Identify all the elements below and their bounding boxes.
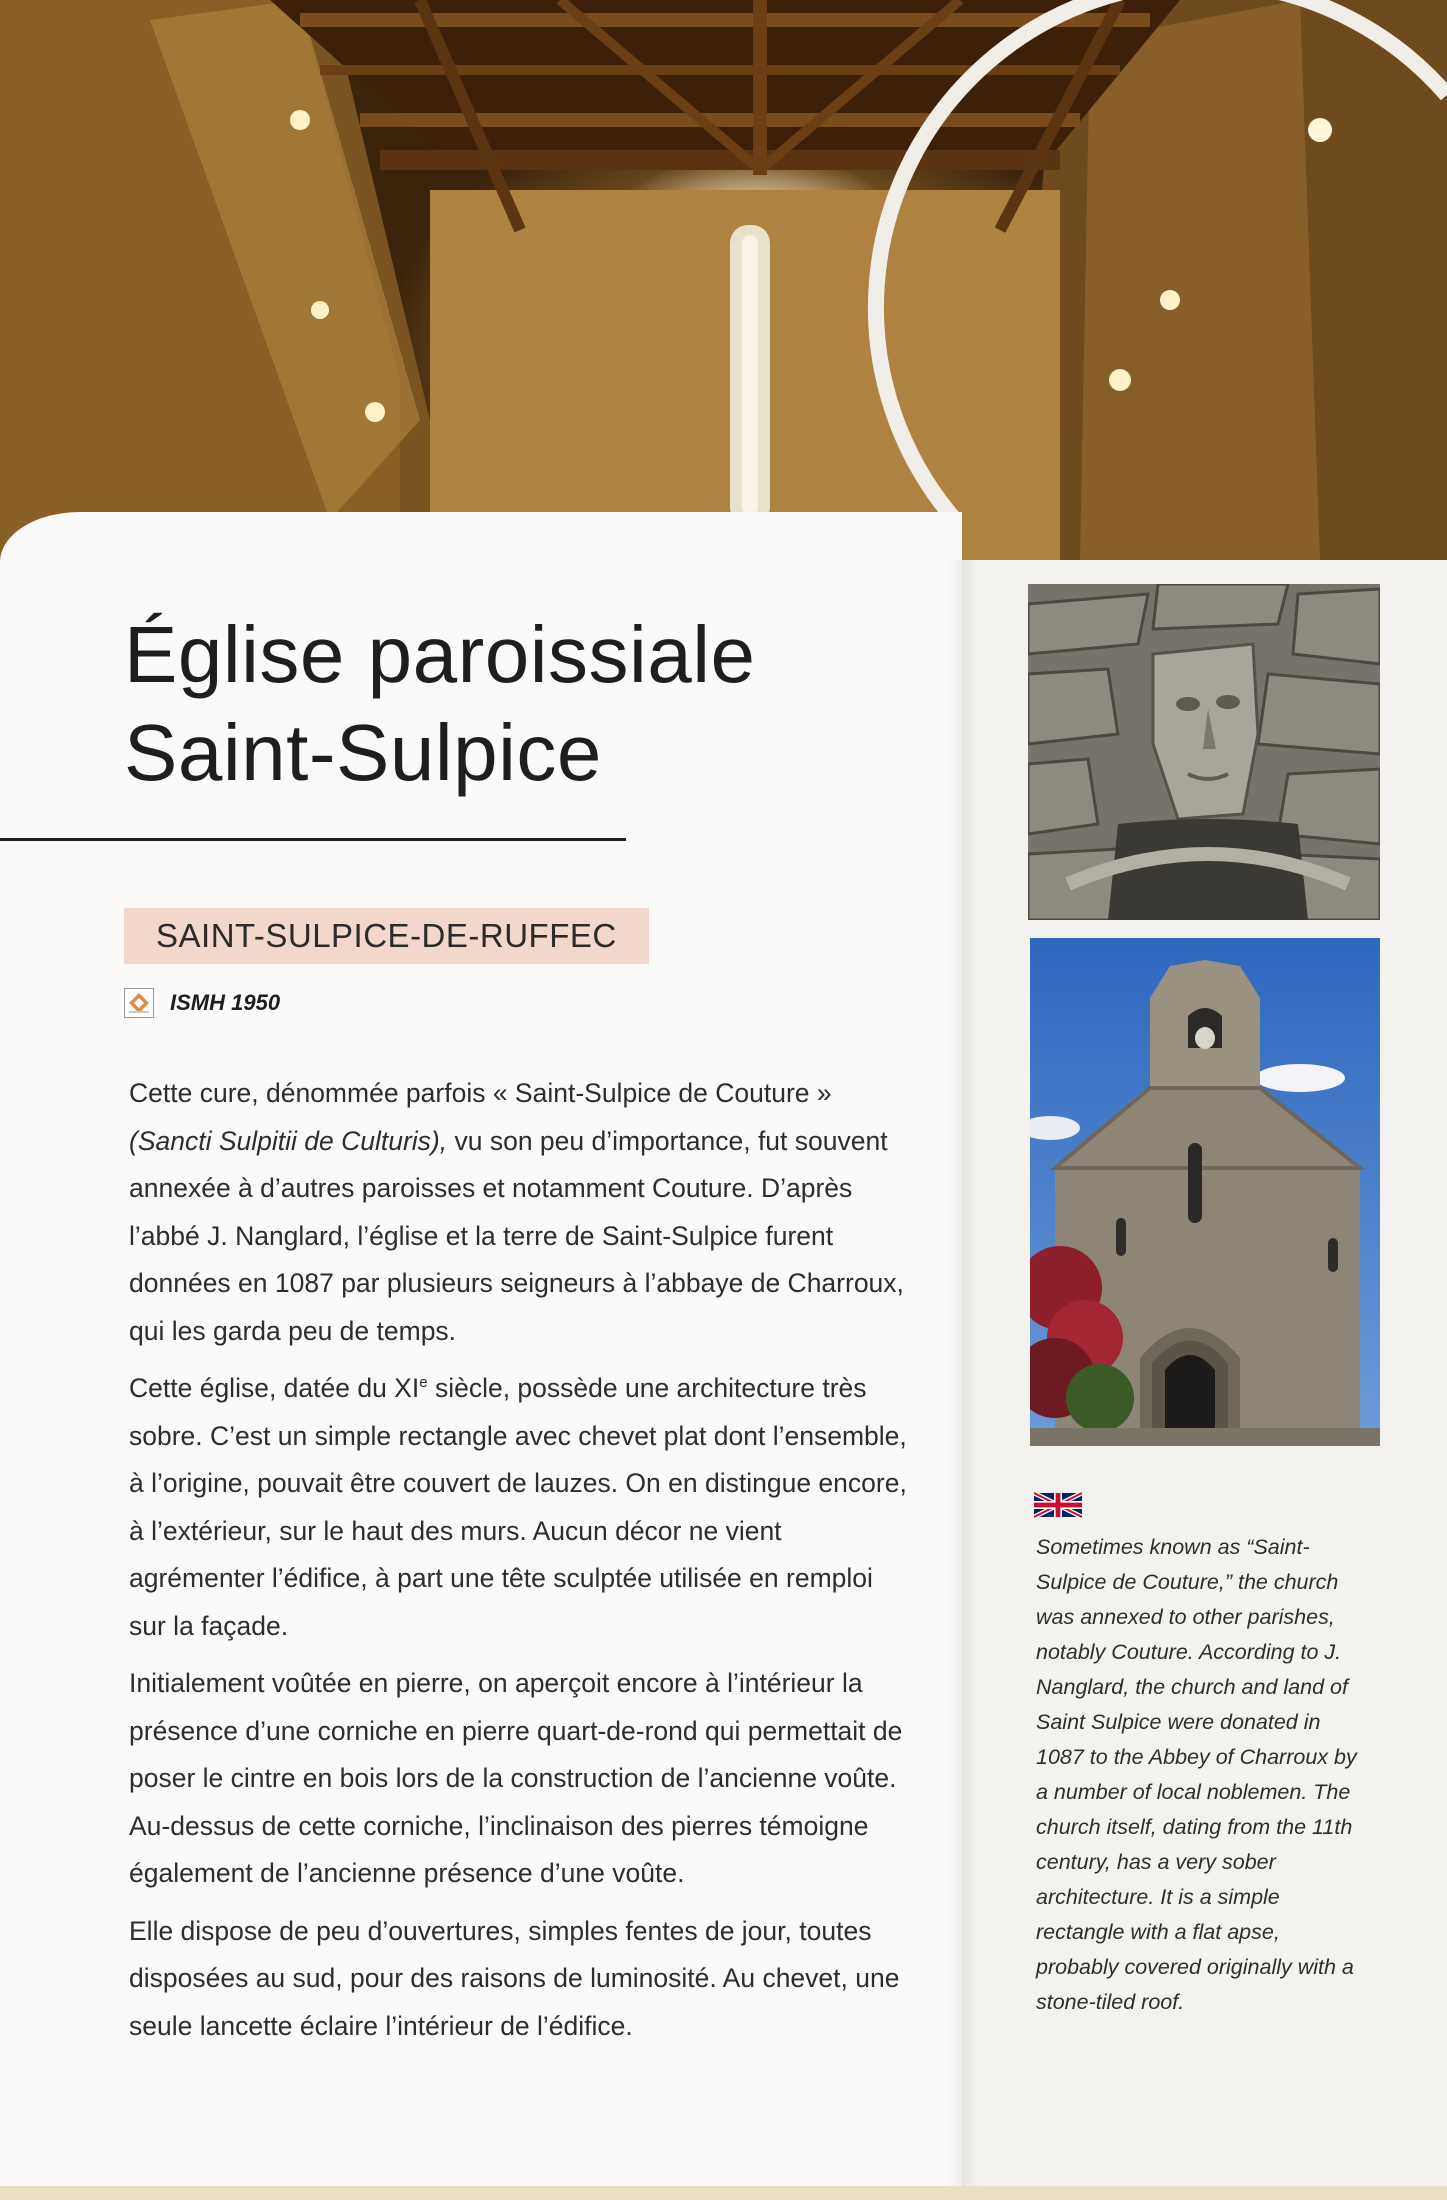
paragraph-2-text-b: siècle, possède une architecture très sobre. C’est un simple rectangle avec chevet plat dont l’ensemble, à l’origine, pouvait être couvert de lauzes. On en distingue encore, à l’extérieur, sur le haut des murs. Aucun décor ne vient agrémenter l’édifice, à part une tête sculptée utilisée en remploi sur la façade. — [129, 1373, 907, 1641]
bottom-strip — [0, 2186, 1447, 2200]
article-body — [129, 1070, 909, 2060]
title-divider — [0, 838, 626, 841]
header-photo — [0, 0, 1447, 560]
historic-monument-icon — [124, 988, 154, 1018]
paragraph-1-text-a: Cette cure, dénommée parfois « Saint-Sulpice de Couture » — [129, 1078, 832, 1108]
latin-name: (Sancti Sulpitii de Culturis), — [129, 1125, 448, 1156]
english-summary: Sometimes known as “Saint-Sulpice de Couture,” the church was annexed to other parishes, notably Couture. According to J. Nanglard, the church and land of Saint Sulpice were donated in 1087 to the Abbey of Charroux by a number of local noblemen. The church itself, dating from the 11th century, has a very sober architecture. It is a simple rectangle with a flat apse, probably covered originally with a stone-tiled roof. — [1036, 1535, 1357, 2014]
paragraph-2-text-a: Cette église, datée du XI — [129, 1373, 420, 1403]
location-badge: SAINT-SULPICE-DE-RUFFEC — [124, 908, 649, 964]
page-title — [124, 606, 756, 802]
paragraph-4: Elle dispose de peu d’ouvertures, simples fentes de jour, toutes disposées au sud, pour des raisons de luminosité. Au chevet, une seule lancette éclaire l’intérieur de l’édifice. — [129, 1915, 900, 2041]
sculpted-head-photo — [1028, 584, 1380, 920]
century-superscript: e — [419, 1374, 428, 1391]
church-facade-photo — [1030, 938, 1380, 1446]
paragraph-3: Initialement voûtée en pierre, on aperçoit encore à l’intérieur la présence d’une corniche en pierre quart-de-rond qui permettait de poser le cintre en bois lors de la construction de l’ancienne voûte. Au-dessus de cette corniche, l’inclinaison des pierres témoigne également de l’ancienne présence d’une voûte. — [129, 1668, 903, 1888]
church-facade-illustration — [1030, 938, 1380, 1446]
sculpted-head-illustration — [1028, 584, 1380, 920]
page-title-line2: Saint-Sulpice — [124, 708, 602, 797]
heritage-status-label: ISMH 1950 — [170, 990, 281, 1015]
paragraph-1-text-b: vu son peu d’importance, fut souvent annexée à d’autres paroisses et notamment Couture. D’après l’abbé J. Nanglard, l’église et la terre de Saint-Sulpice furent données en 1087 par plusieurs seigneurs à l’abbaye de Charroux, qui les garda peu de temps. — [129, 1125, 904, 1346]
header-photo-illustration — [0, 0, 1447, 560]
uk-flag-icon — [1034, 1490, 1082, 1520]
page-fold — [948, 560, 978, 2188]
page-title-line1: Église paroissiale — [124, 610, 756, 699]
paragraph-2 — [129, 1365, 909, 1650]
paragraph-1 — [129, 1070, 909, 1355]
